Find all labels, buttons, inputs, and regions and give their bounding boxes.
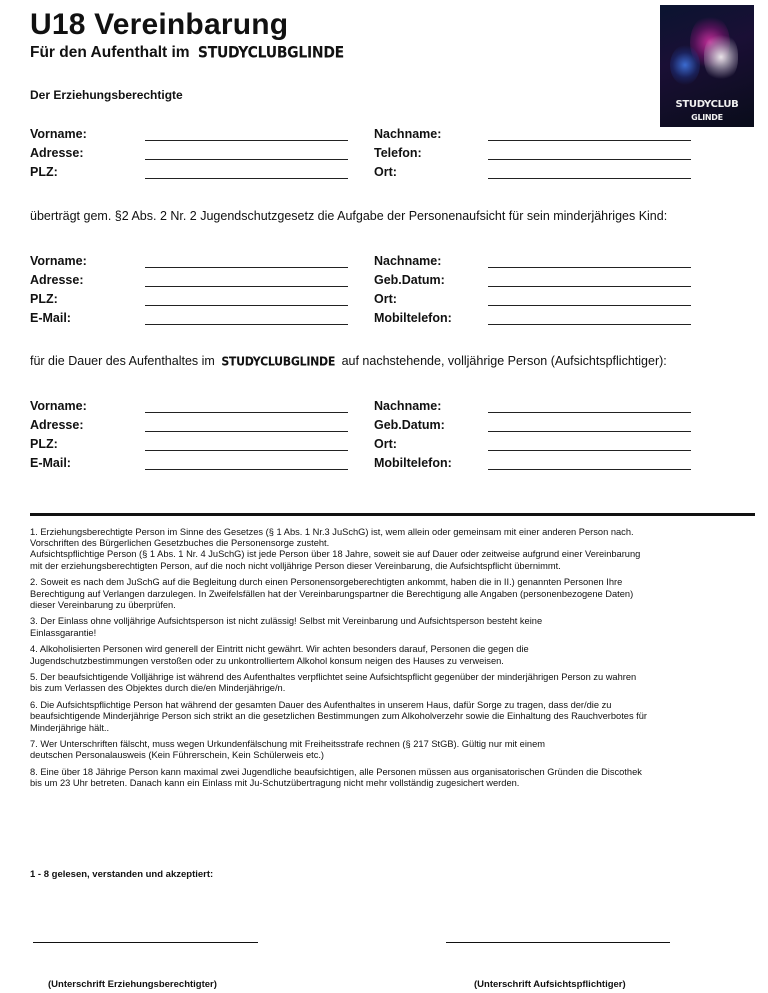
supervisor-firstname-label: Vorname:	[30, 399, 87, 413]
section-divider	[30, 513, 755, 516]
logo-figure-highlight	[704, 33, 738, 81]
child-address-field[interactable]	[145, 286, 348, 287]
logo-text-line1: STUDYCLUB	[675, 99, 739, 110]
child-city-field[interactable]	[488, 305, 691, 306]
acceptance-statement: 1 - 8 gelesen, verstanden und akzeptiert:	[30, 869, 214, 880]
guardian-zip-field[interactable]	[145, 178, 348, 179]
terms-item-2: 2. Soweit es nach dem JuSchG auf die Begleitung durch einen Personensorgeberechtigten ankommt, haben die in II.) genannten Personen Ihre Berechtigung auf Verlangen darzulegen. In Zweifelsfällen hat der Vereinbarungspartner die Berechtigung alle Angaben (personenbezogene Daten) dieser Vereinbarung zu überprüfen.	[30, 577, 634, 610]
supervisor-signature-caption: (Unterschrift Aufsichtspflichtiger)	[474, 979, 626, 990]
club-logo	[660, 5, 754, 127]
supervisor-birthdate-label: Geb.Datum:	[374, 418, 445, 432]
document-subtitle	[30, 44, 344, 62]
terms-item-5: 5. Der beaufsichtigende Volljährige ist während des Aufenthaltes verpflichtet seine Aufsichtspflicht gegenüber der minderjährigen Person zu wahren bis zum Verlassen des Objektes durch die/en Minderjährige/n.	[30, 672, 637, 694]
terms-item-4: 4. Alkoholisierten Personen wird generell der Eintritt nicht gewährt. Wir achten besonders darauf, Personen die gegen die Jugendschutzbestimmungen verstoßen oder zu unkontrolliertem Alkohol konsum neigen des Hauses zu verweisen.	[30, 644, 529, 666]
duration-text-after: auf nachstehende, volljährige Person (Aufsichtspflichtiger):	[341, 354, 667, 368]
supervisor-mobile-field[interactable]	[488, 469, 691, 470]
brand-wordmark: STUDYCLUBGLINDE	[197, 43, 344, 63]
supervisor-lastname-label: Nachname:	[374, 399, 442, 413]
child-mobile-label: Mobiltelefon:	[374, 311, 452, 325]
supervisor-zip-field[interactable]	[145, 450, 348, 451]
duration-statement	[30, 354, 667, 368]
subtitle-text: Für den Aufenthalt im	[30, 44, 190, 61]
guardian-signature-line[interactable]	[33, 942, 258, 943]
guardian-address-field[interactable]	[145, 159, 348, 160]
terms-item-7: 7. Wer Unterschriften fälscht, muss wegen Urkundenfälschung mit Freiheitsstrafe rechnen (§ 217 StGB). Gültig nur mit einem deutschen Personalausweis (Kein Führerschein, Kein Schülerweis etc.)	[30, 739, 545, 761]
guardian-city-field[interactable]	[488, 178, 691, 179]
guardian-city-label: Ort:	[374, 165, 397, 179]
child-email-field[interactable]	[145, 324, 348, 325]
supervisor-zip-label: PLZ:	[30, 437, 58, 451]
supervisor-city-field[interactable]	[488, 450, 691, 451]
logo-text-line2: GLINDE	[691, 113, 723, 122]
terms-item-3: 3. Der Einlass ohne volljährige Aufsichtsperson ist nicht zulässig! Selbst mit Vereinbarung und Aufsichtsperson besteht keine Einlassgarantie!	[30, 616, 543, 638]
transfer-statement: überträgt gem. §2 Abs. 2 Nr. 2 Jugendschutzgesetz die Aufgabe der Personenaufsicht für sein minderjähriges Kind:	[30, 209, 668, 223]
supervisor-email-label: E-Mail:	[30, 456, 71, 470]
child-email-label: E-Mail:	[30, 311, 71, 325]
child-city-label: Ort:	[374, 292, 397, 306]
supervisor-address-label: Adresse:	[30, 418, 84, 432]
supervisor-mobile-label: Mobiltelefon:	[374, 456, 452, 470]
guardian-address-label: Adresse:	[30, 146, 84, 160]
brand-wordmark-inline: STUDYCLUBGLINDE	[221, 354, 336, 369]
guardian-signature-caption: (Unterschrift Erziehungsberechtigter)	[48, 979, 217, 990]
supervisor-firstname-field[interactable]	[145, 412, 348, 413]
supervisor-address-field[interactable]	[145, 431, 348, 432]
child-firstname-field[interactable]	[145, 267, 348, 268]
guardian-lastname-field[interactable]	[488, 140, 691, 141]
guardian-zip-label: PLZ:	[30, 165, 58, 179]
supervisor-email-field[interactable]	[145, 469, 348, 470]
guardian-firstname-field[interactable]	[145, 140, 348, 141]
terms-item-6: 6. Die Aufsichtspflichtige Person hat während der gesamten Dauer des Aufenthaltes in unserem Haus, dafür Sorge zu tragen, dass der/die zu beaufsichtigende Minderjährige Person sich strikt an die gesetzlichen Bestimmungen zum Alkoholverzehr sowie die Einhaltung des Rauchverbotes für Minderjährige hält..	[30, 700, 648, 733]
child-birthdate-field[interactable]	[488, 286, 691, 287]
supervisor-city-label: Ort:	[374, 437, 397, 451]
child-zip-label: PLZ:	[30, 292, 58, 306]
guardian-firstname-label: Vorname:	[30, 127, 87, 141]
child-address-label: Adresse:	[30, 273, 84, 287]
child-zip-field[interactable]	[145, 305, 348, 306]
child-firstname-label: Vorname:	[30, 254, 87, 268]
supervisor-lastname-field[interactable]	[488, 412, 691, 413]
terms-list	[30, 527, 750, 795]
supervisor-birthdate-field[interactable]	[488, 431, 691, 432]
duration-text-before: für die Dauer des Aufenthaltes im	[30, 354, 215, 368]
child-mobile-field[interactable]	[488, 324, 691, 325]
guardian-phone-label: Telefon:	[374, 146, 422, 160]
supervisor-signature-line[interactable]	[446, 942, 670, 943]
child-lastname-label: Nachname:	[374, 254, 442, 268]
terms-item-1: 1. Erziehungsberechtigte Person im Sinne des Gesetzes (§ 1 Abs. 1 Nr.3 JuSchG) ist, wem allein oder gemeinsam mit einer anderen Person nach. Vorschriften des Bürgerlichen Gesetzbuches die Personensorge zusteht. Aufsichtspflichtige Person (§ 1 Abs. 1 Nr. 4 JuSchG) ist jede Person über 18 Jahre, soweit sie auf Dauer oder zeitweise aufgrund einer Vereinbarung mit der erziehungsberechtigten Person, auf die noch nicht volljährige Person dieser Vereinbarung, die Aufsichtspflicht übernimmt.	[30, 527, 641, 571]
child-lastname-field[interactable]	[488, 267, 691, 268]
logo-figure-glow-blue	[670, 45, 700, 85]
guardian-phone-field[interactable]	[488, 159, 691, 160]
document-title: U18 Vereinbarung	[30, 8, 289, 41]
terms-item-8: 8. Eine über 18 Jährige Person kann maximal zwei Jugendliche beaufsichtigen, alle Personen müssen aus organisatorischen Gründen die Discothek bis um 23 Uhr betreten. Danach kann ein Einlass mit Ju-Schutzübertragung nicht mehr vollständig zugesichert werden.	[30, 767, 642, 789]
guardian-lastname-label: Nachname:	[374, 127, 442, 141]
child-birthdate-label: Geb.Datum:	[374, 273, 445, 287]
section-guardian-heading: Der Erziehungsberechtigte	[30, 88, 183, 102]
